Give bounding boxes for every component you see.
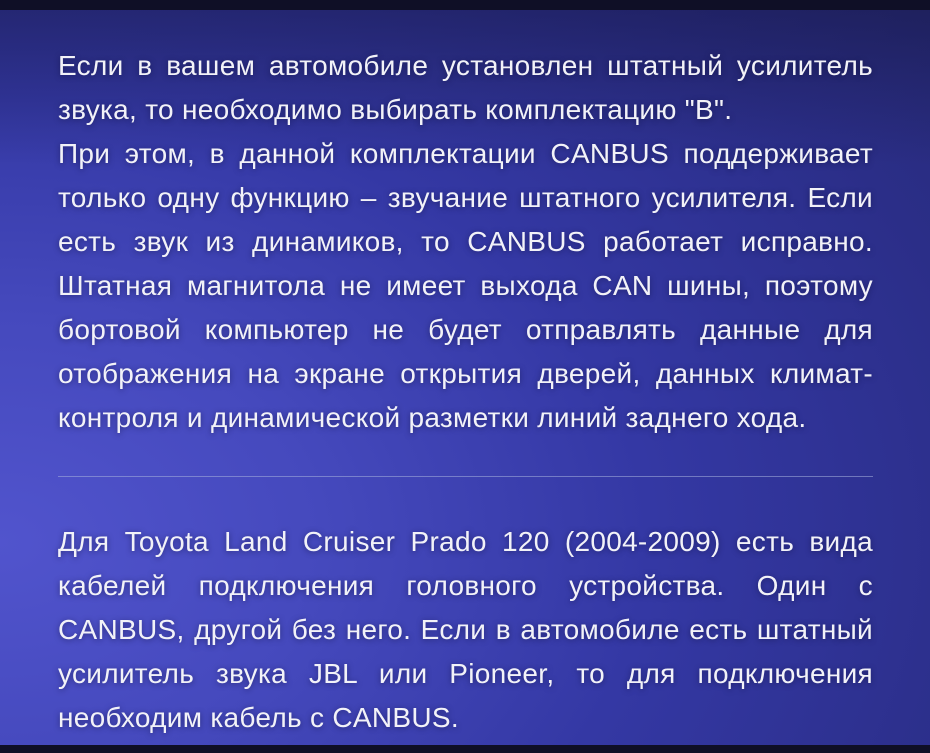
text-content: [58, 44, 873, 740]
top-dark-bar: [0, 0, 930, 10]
paragraph-canbus-details: При этом, в данной комплектации CANBUS поддерживает только одну функцию – звучание штатного усилителя. Если есть звук из динамиков, то CANBUS работает исправно. Штатная магнитола не имеет выхода CAN шины, поэтому бортовой компьютер не будет отправлять данные для отображения на экране открытия дверей, данных климат-контроля и динамической разметки линий заднего хода.: [58, 138, 873, 433]
paragraph-amplifier-note: Если в вашем автомобиле установлен штатный усилитель звука, то необходимо выбирать комплектацию "B".: [58, 50, 873, 125]
section-divider: [58, 476, 873, 477]
bottom-dark-bar: [0, 745, 930, 753]
paragraph-prado-cables: Для Toyota Land Cruiser Prado 120 (2004-2009) есть вида кабелей подключения головного устройства. Один с CANBUS, другой без него. Если в автомобиле есть штатный усилитель звука JBL или Pioneer, то для подключения необходим кабель с CANBUS.: [58, 526, 873, 733]
